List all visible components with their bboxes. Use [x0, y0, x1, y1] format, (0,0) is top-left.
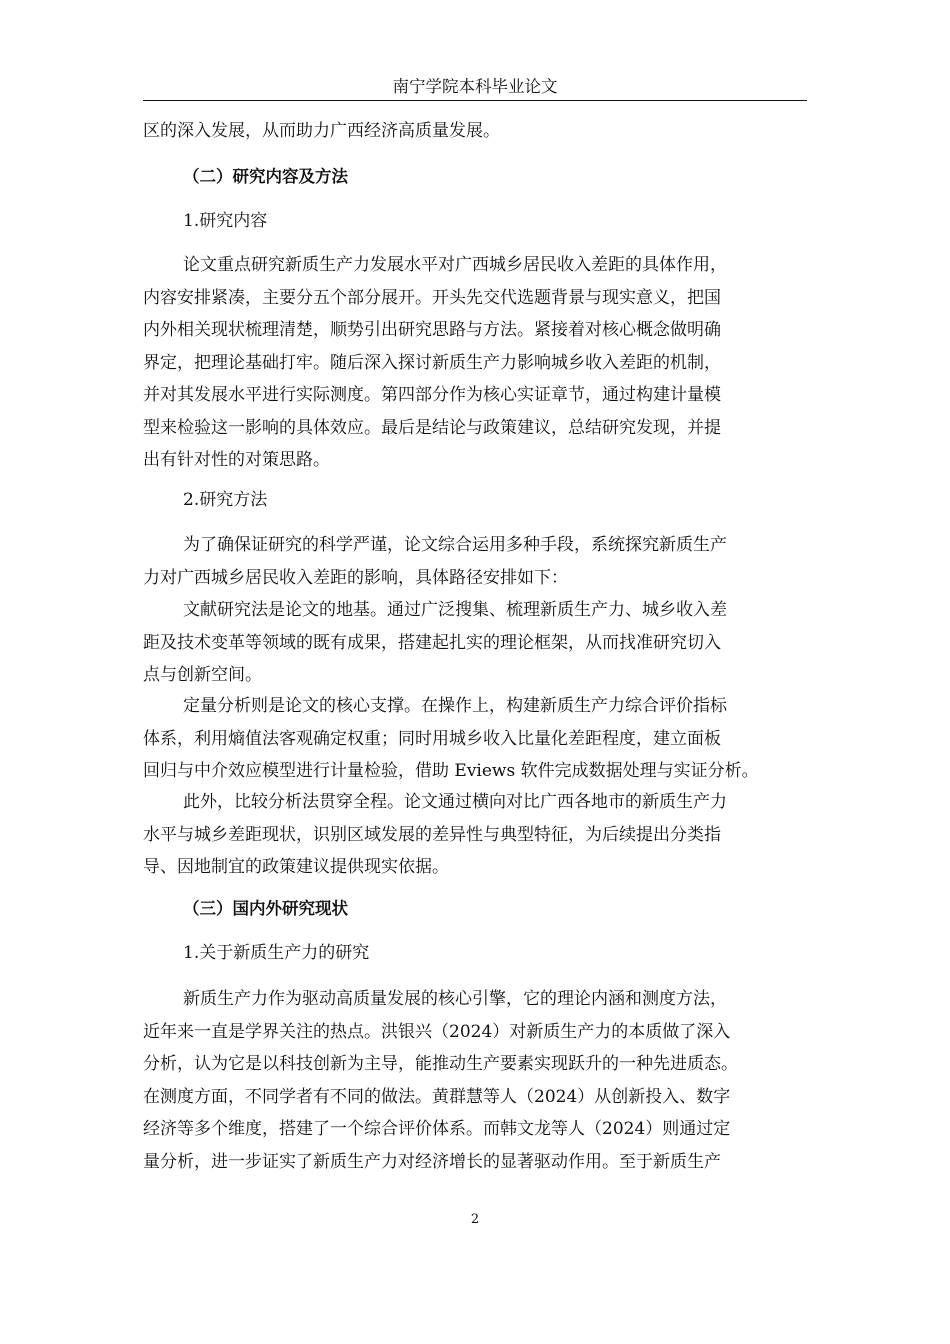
text-line: 内外相关现状梳理清楚，顺势引出研究思路与方法。紧接着对核心概念做明确 — [143, 320, 721, 340]
paragraph-continuation — [143, 115, 807, 148]
text-line: 区的深入发展，从而助力广西经济高质量发展。 — [143, 121, 500, 141]
text-line: 力对广西城乡居民收入差距的影响，具体路径安排如下： — [143, 567, 568, 588]
paragraph-research-content — [143, 249, 807, 477]
section-heading-research-status: （三）国内外研究现状 — [183, 899, 348, 918]
paragraph-literature-method — [143, 594, 807, 692]
text-line: 分析，认为它是以科技创新为主导，能推动生产要素实现跃升的一种先进质态。 — [143, 1054, 738, 1074]
text-line: 在测度方面，不同学者有不同的做法。黄群慧等人（2024）从创新投入、数字 — [143, 1086, 731, 1107]
text-line: 回归与中介效应模型进行计量检验，借助 Eviews 软件完成数据处理与实证分析。 — [143, 761, 759, 781]
text-line: 此外，比较分析法贯穿全程。论文通过横向对比广西各地市的新质生产力 — [183, 792, 727, 812]
paragraph-quantitative-method — [143, 690, 807, 788]
paragraph-comparative-method — [143, 786, 807, 884]
section-heading-research-content-methods: （二）研究内容及方法 — [183, 167, 348, 186]
text-line: 量分析，进一步证实了新质生产力对经济增长的显著驱动作用。至于新质生产 — [143, 1151, 721, 1172]
text-line: 定量分析则是论文的核心支撑。在操作上，构建新质生产力综合评价指标 — [183, 696, 727, 716]
text-line: 为了确保证研究的科学严谨，论文综合运用多种手段，系统探究新质生产 — [183, 535, 727, 555]
text-line: 并对其发展水平进行实际测度。第四部分作为核心实证章节，通过构建计量模 — [143, 385, 721, 405]
text-line: 距及技术变革等领域的既有成果，搭建起扎实的理论框架，从而找准研究切入 — [143, 632, 721, 653]
text-line: 点与创新空间。 — [143, 665, 262, 685]
paragraph-methods-intro — [143, 529, 807, 594]
text-line: 型来检验这一影响的具体效应。最后是结论与政策建议，总结研究发现，并提 — [143, 417, 721, 438]
text-line: 文献研究法是论文的地基。通过广泛搜集、梳理新质生产力、城乡收入差 — [183, 600, 727, 620]
subheading-new-productivity-research: 1.关于新质生产力的研究 — [183, 943, 370, 963]
text-line: 界定，把理论基础打牢。随后深入探讨新质生产力影响城乡收入差距的机制， — [143, 352, 721, 373]
text-line: 水平与城乡差距现状，识别区域发展的差异性与典型特征，为后续提出分类指 — [143, 824, 721, 845]
text-line: 新质生产力作为驱动高质量发展的核心引擎，它的理论内涵和测度方法， — [183, 989, 727, 1009]
paragraph-new-productivity-literature — [143, 983, 807, 1178]
text-line: 内容安排紧凑，主要分五个部分展开。开头先交代选题背景与现实意义，把国 — [143, 287, 721, 308]
text-line: 近年来一直是学界关注的热点。洪银兴（2024）对新质生产力的本质做了深入 — [143, 1021, 731, 1042]
text-line: 出有针对性的对策思路。 — [143, 450, 330, 470]
text-line: 体系，利用熵值法客观确定权重；同时用城乡收入比量化差距程度，建立面板 — [143, 728, 721, 749]
header-rule — [143, 100, 807, 101]
subheading-research-methods: 2.研究方法 — [183, 490, 268, 510]
text-line: 论文重点研究新质生产力发展水平对广西城乡居民收入差距的具体作用， — [183, 255, 727, 275]
page-number: 2 — [470, 1212, 480, 1227]
subheading-research-content: 1.研究内容 — [183, 211, 268, 231]
page-header-title: 南宁学院本科毕业论文 — [392, 77, 558, 96]
text-line: 导、因地制宜的政策建议提供现实依据。 — [143, 857, 449, 877]
text-line: 经济等多个维度，搭建了一个综合评价体系。而韩文龙等人（2024）则通过定 — [143, 1119, 731, 1139]
